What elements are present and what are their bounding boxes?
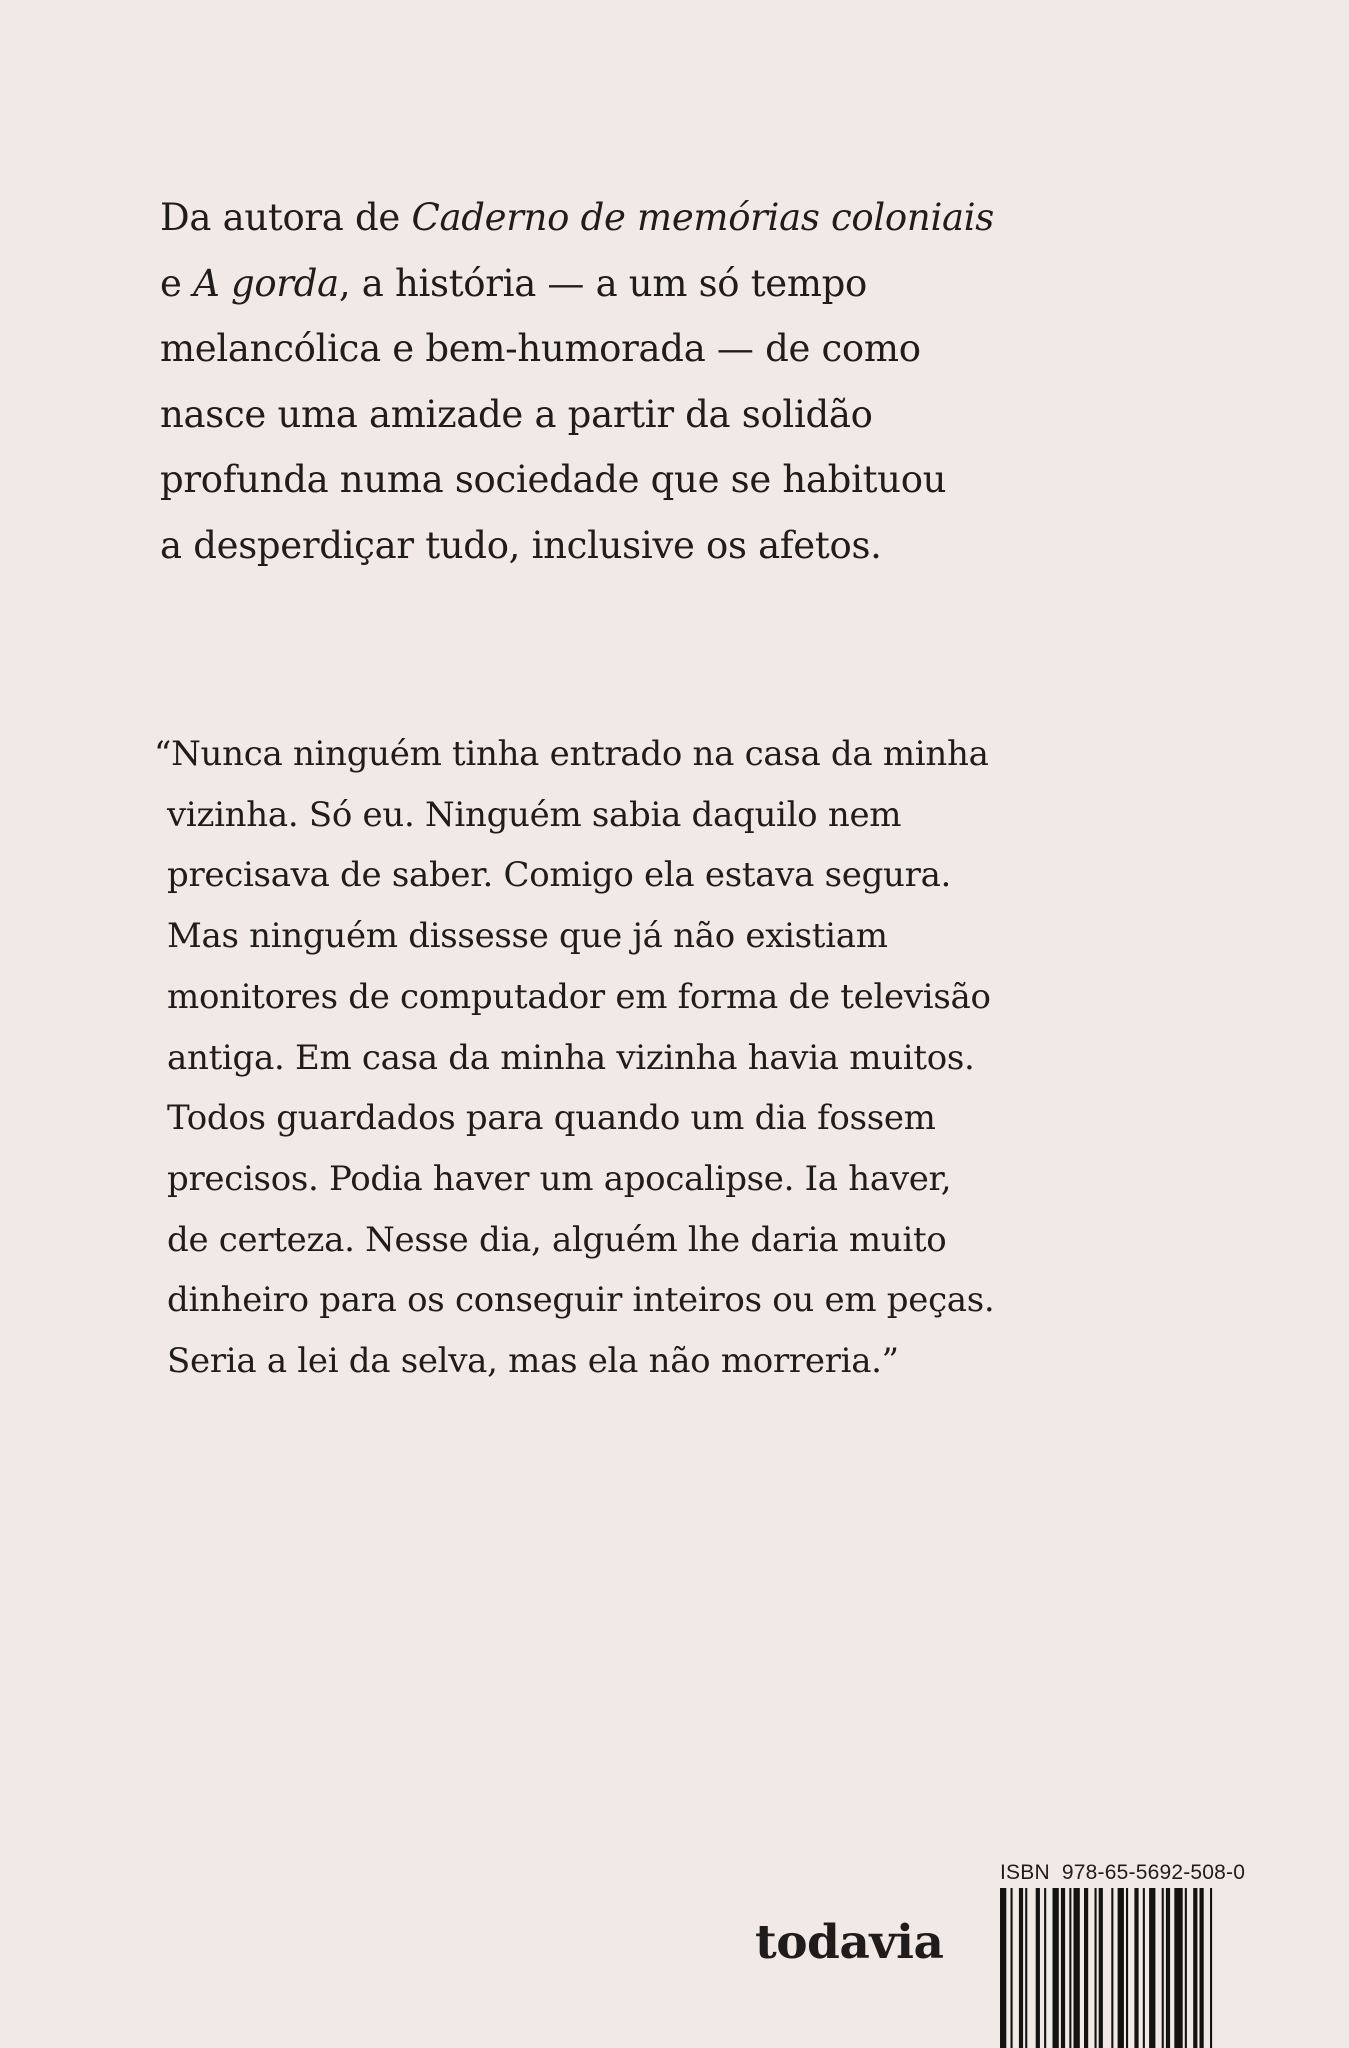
blurb-line: profunda numa sociedade que se habituou (160, 458, 947, 502)
barcode-bar (1044, 1888, 1046, 2048)
barcode-icon (1000, 1888, 1250, 2048)
barcode-bar (1053, 1888, 1059, 2048)
barcode-bar (1149, 1888, 1155, 2048)
barcode-bar (1126, 1888, 1128, 2048)
barcode-bar (1074, 1888, 1080, 2048)
quote-line: vizinha. Só eu. Ninguém sabia daquilo nem (167, 794, 902, 835)
barcode-bar (1061, 1888, 1065, 2048)
isbn-label (1000, 1862, 1245, 1883)
blurb-line: a desperdiçar tudo, inclusive os afetos. (160, 523, 882, 567)
barcode-bar (1036, 1888, 1040, 2048)
excerpt-quote (154, 724, 1054, 1392)
quote-line: Todos guardados para quando um dia fossem (167, 1098, 936, 1139)
quote-line: dinheiro para os conseguir inteiros ou em peças. (167, 1280, 995, 1321)
isbn-barcode-block (1000, 1860, 1349, 2048)
barcode-bar (1019, 1888, 1023, 2048)
quote-line: “Nunca ninguém tinha entrado na casa da minha (154, 734, 989, 774)
barcode-bar (1025, 1888, 1027, 2048)
quote-line: precisava de saber. Comigo ela estava segura. (167, 855, 952, 896)
barcode-bar (1162, 1888, 1164, 2048)
publisher-logo: todavia (755, 1915, 944, 1970)
quote-line: antiga. Em casa da minha vizinha havia muitos. (167, 1037, 975, 1078)
barcode-bar (1193, 1888, 1197, 2048)
barcode-bar (1174, 1888, 1182, 2048)
barcode-bar (1084, 1888, 1088, 2048)
barcode-bar (1099, 1888, 1103, 2048)
barcode-bar (1166, 1888, 1170, 2048)
barcode-bar (1210, 1888, 1212, 2048)
barcode-bar (1185, 1888, 1187, 2048)
barcode-bar (1200, 1888, 1204, 2048)
blurb-line: Da autora de Caderno de memórias coloniais (160, 196, 994, 239)
blurb-paragraph (160, 185, 1060, 579)
barcode-bar (1095, 1888, 1097, 2048)
barcode-bar (1118, 1888, 1124, 2048)
barcode-bar (1143, 1888, 1145, 2048)
quote-line: monitores de computador em forma de televisão (167, 976, 991, 1017)
barcode-bar (1000, 1888, 1006, 2048)
isbn-prefix: ISBN (1000, 1861, 1050, 1884)
barcode-bar (1134, 1888, 1138, 2048)
quote-line: precisos. Podia haver um apocalipse. Ia haver, (167, 1158, 952, 1199)
barcode-bar (1111, 1888, 1113, 2048)
isbn-number: 978-65-5692-508-0 (1061, 1861, 1246, 1884)
barcode-bar (1011, 1888, 1013, 2048)
blurb-line: melancólica e bem-humorada — de como (160, 327, 921, 371)
blurb-line: nasce uma amizade a partir da solidão (160, 392, 873, 436)
barcode-bar (1069, 1888, 1071, 2048)
blurb-line: e A gorda, a história — a um só tempo (160, 261, 868, 305)
quote-line: de certeza. Nesse dia, alguém lhe daria muito (167, 1219, 947, 1260)
quote-line: Mas ninguém dissesse que já não existiam (167, 916, 888, 957)
quote-line: Seria a lei da selva, mas ela não morreria.” (167, 1341, 899, 1382)
